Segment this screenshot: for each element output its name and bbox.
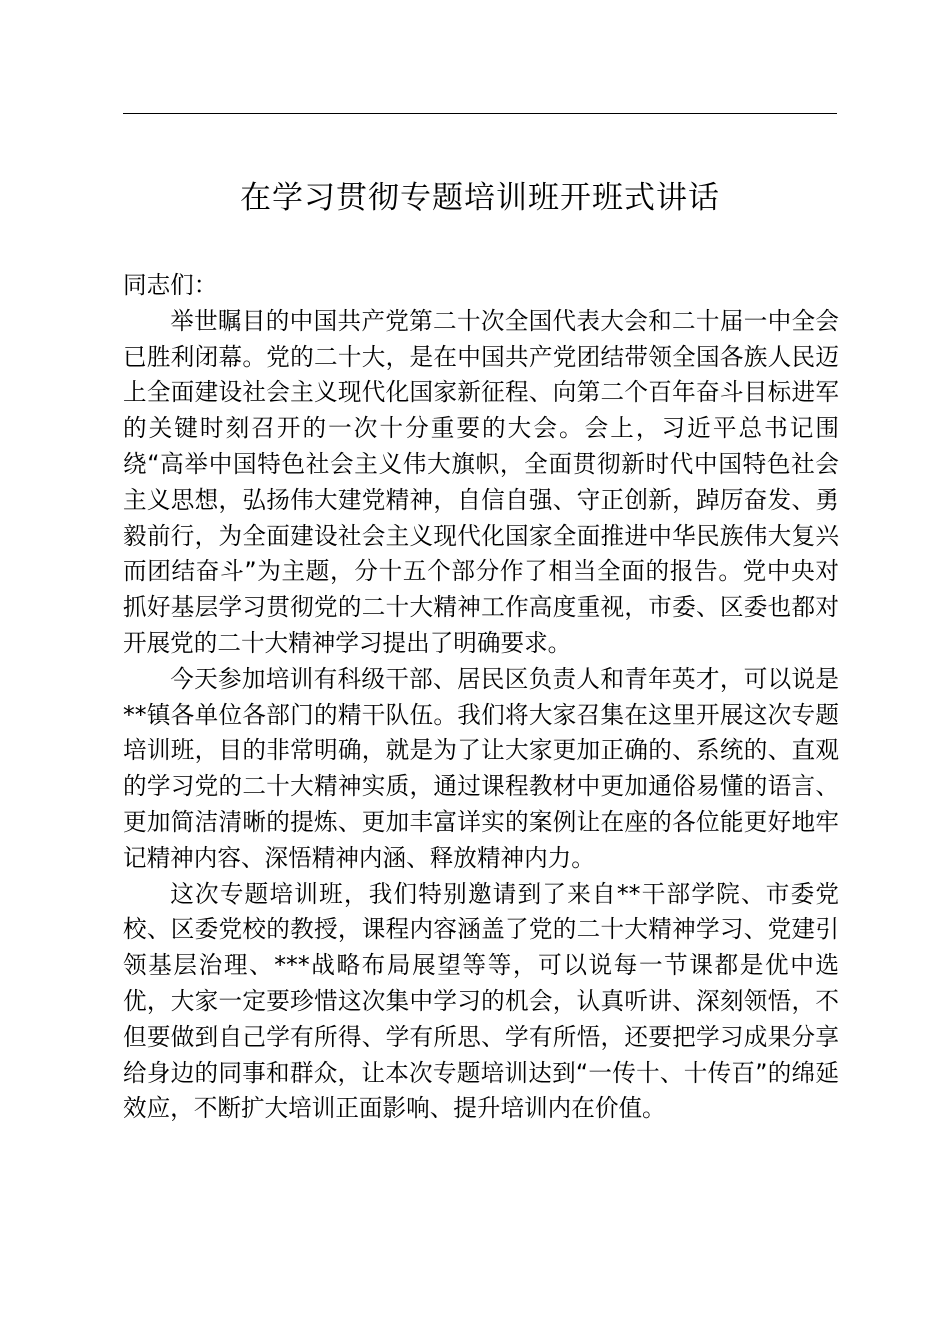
document-title: 在学习贯彻专题培训班开班式讲话 xyxy=(240,180,720,216)
paragraph-1: 举世瞩目的中国共产党第二十次全国代表大会和二十届一中全会已胜利闭幕。党的二十大，是在中国共产党团结带领全国各族人民迈上全面建设社会主义现代化国家新征程、向第二个百年奋斗目标进军的关键时刻召开的一次十分重要的大会。会上，习近平总书记围绕“高举中国特色社会主义伟大旗帜，全面贯彻新时代中国特色社会主义思想，弘扬伟大建党精神，自信自强、守正创新，踔厉奋发、勇毅前行，为全面建设社会主义现代化国家全面推进中华民族伟大复兴而团结奋斗”为主题，分十五个部分作了相当全面的报告。党中央对抓好基层学习贯彻党的二十大精神工作高度重视，市委、区委也都对开展党的二十大精神学习提出了明确要求。 xyxy=(123,306,839,657)
document-body xyxy=(123,268,839,1127)
paragraph-3: 这次专题培训班，我们特别邀请到了来自**干部学院、市委党校、区委党校的教授，课程内容涵盖了党的二十大精神学习、党建引领基层治理、***战略布局展望等等，可以说每一节课都是优中选优，大家一定要珍惜这次集中学习的机会，认真听讲、深刻领悟，不但要做到自己学有所得、学有所思、学有所悟，还要把学习成果分享给身边的同事和群众，让本次专题培训达到“一传十、十传百”的绵延效应，不断扩大培训正面影响、提升培训内在价值。 xyxy=(123,879,839,1123)
paragraph-2: 今天参加培训有科级干部、居民区负责人和青年英才，可以说是**镇各单位各部门的精干队伍。我们将大家召集在这里开展这次专题培训班，目的非常明确，就是为了让大家更加正确的、系统的、直观的学习党的二十大精神实质，通过课程教材中更加通俗易懂的语言、更加简洁清晰的提炼、更加丰富详实的案例让在座的各位能更好地牢记精神内容、深悟精神内涵、释放精神内力。 xyxy=(123,664,839,872)
header-rule xyxy=(123,113,837,114)
salutation: 同志们： xyxy=(123,271,218,299)
